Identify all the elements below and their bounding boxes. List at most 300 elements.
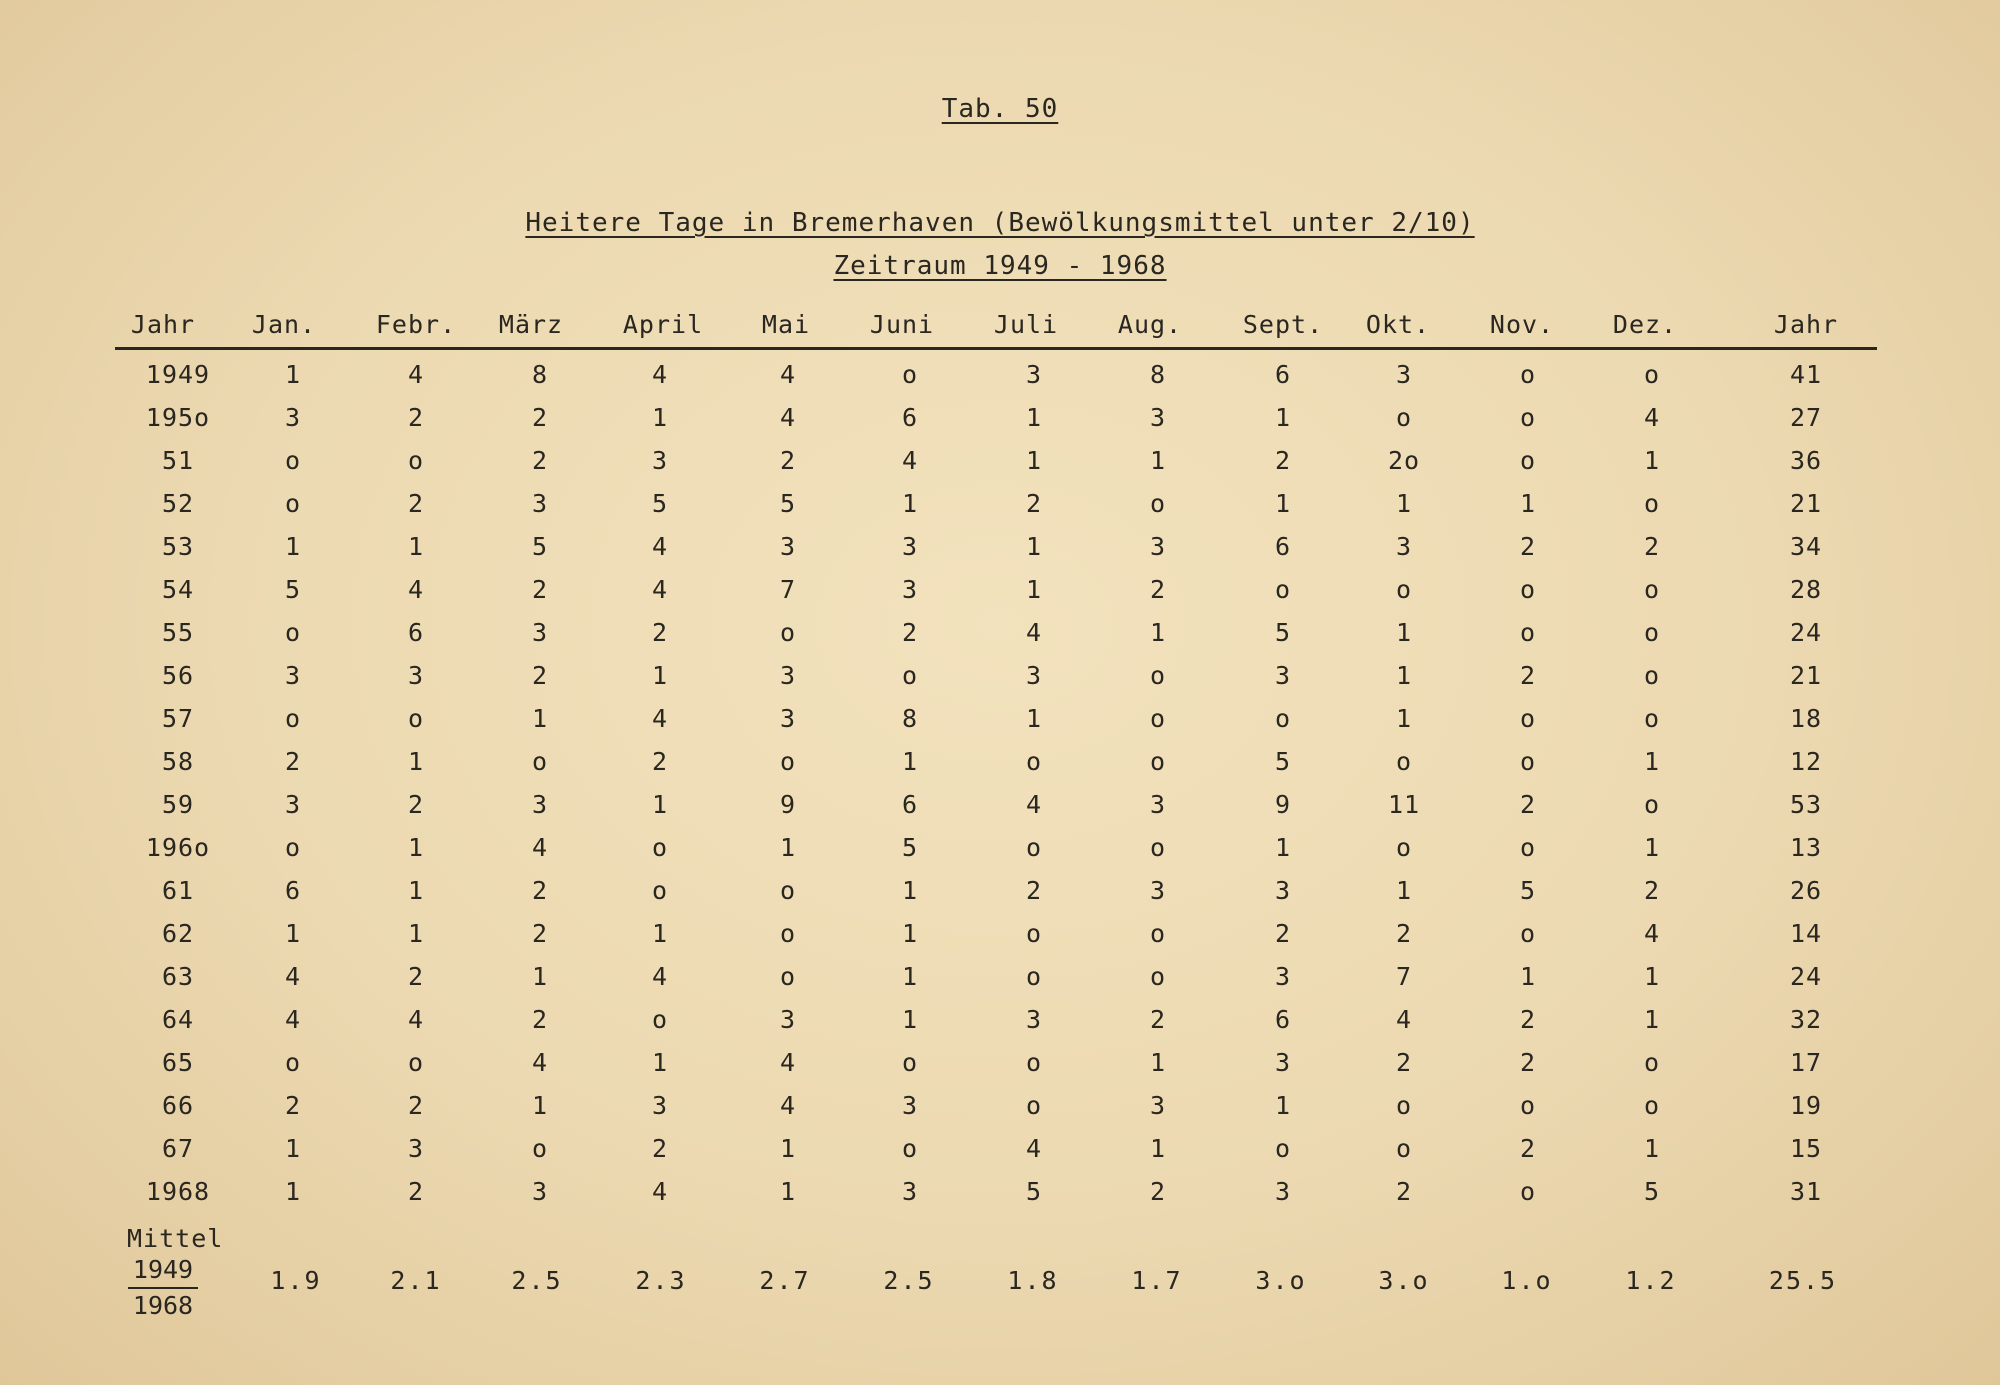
table-cell: 1 [531, 1091, 549, 1120]
table-cell: 2 [407, 790, 425, 819]
table-row [0, 962, 2000, 1002]
table-cell: 1 [1025, 403, 1043, 432]
table-cell: 4 [779, 1048, 797, 1077]
table-cell: o [1519, 919, 1537, 948]
table-cell: o [284, 833, 302, 862]
table-cell: 6 [407, 618, 425, 647]
table-cell: 1 [1274, 403, 1292, 432]
table-cell: o [779, 919, 797, 948]
row-total: 53 [1789, 790, 1823, 819]
mean-value: 1.o [1501, 1266, 1553, 1295]
table-cell: o [1395, 747, 1413, 776]
table-cell: 4 [284, 962, 302, 991]
row-total: 31 [1789, 1177, 1823, 1206]
table-cell: 1 [1025, 704, 1043, 733]
table-cell: o [1643, 575, 1661, 604]
row-total: 12 [1789, 747, 1823, 776]
row-year: 57 [161, 704, 195, 733]
table-row [0, 1177, 2000, 1217]
table-cell: 1 [651, 1048, 669, 1077]
row-year: 54 [161, 575, 195, 604]
table-cell: 1 [651, 919, 669, 948]
table-row [0, 618, 2000, 658]
column-header: Juni [869, 310, 935, 339]
table-cell: o [1149, 704, 1167, 733]
table-cell: 8 [1149, 360, 1167, 389]
table-cell: 2 [1274, 446, 1292, 475]
table-cell: 4 [1395, 1005, 1413, 1034]
table-cell: 3 [1025, 360, 1043, 389]
table-cell: 1 [779, 1177, 797, 1206]
table-cell: 1 [284, 919, 302, 948]
table-cell: 5 [1274, 618, 1292, 647]
table-cell: o [1149, 661, 1167, 690]
table-cell: 2 [407, 403, 425, 432]
row-total: 26 [1789, 876, 1823, 905]
table-cell: 1 [1519, 962, 1537, 991]
row-total: 14 [1789, 919, 1823, 948]
table-cell: 4 [779, 403, 797, 432]
table-cell: 2 [1519, 661, 1537, 690]
table-cell: 4 [651, 962, 669, 991]
row-total: 21 [1789, 661, 1823, 690]
table-cell: o [1395, 1134, 1413, 1163]
table-cell: 6 [901, 790, 919, 819]
table-cell: 3 [1395, 360, 1413, 389]
table-cell: 1 [651, 403, 669, 432]
table-cell: 1 [651, 790, 669, 819]
table-cell: 3 [284, 790, 302, 819]
table-cell: o [284, 489, 302, 518]
table-row [0, 360, 2000, 400]
table-cell: 2 [407, 1177, 425, 1206]
table-row [0, 661, 2000, 701]
column-header: Febr. [375, 310, 457, 339]
table-cell: o [407, 1048, 425, 1077]
table-cell: o [1519, 403, 1537, 432]
table-cell: o [1149, 962, 1167, 991]
table-cell: 1 [901, 919, 919, 948]
table-cell: 1 [779, 1134, 797, 1163]
column-header: Jahr [1773, 310, 1839, 339]
table-cell: 1 [1274, 833, 1292, 862]
column-header: März [498, 310, 564, 339]
table-cell: 3 [1025, 1005, 1043, 1034]
table-cell: 2 [531, 661, 549, 690]
row-year: 63 [161, 962, 195, 991]
table-cell: 1 [1149, 1048, 1167, 1077]
table-cell: o [1149, 747, 1167, 776]
table-cell: o [651, 876, 669, 905]
mean-value: 1.8 [1007, 1266, 1059, 1295]
table-row [0, 704, 2000, 744]
row-total: 15 [1789, 1134, 1823, 1163]
table-cell: 1 [1149, 446, 1167, 475]
row-year: 196o [145, 833, 211, 862]
row-total: 36 [1789, 446, 1823, 475]
table-cell: 1 [1643, 1134, 1661, 1163]
row-total: 28 [1789, 575, 1823, 604]
row-total: 13 [1789, 833, 1823, 862]
table-cell: 1 [407, 919, 425, 948]
table-cell: 2 [531, 876, 549, 905]
table-cell: o [1643, 704, 1661, 733]
mean-period-from: 1949 [128, 1253, 198, 1289]
table-cell: 2 [651, 618, 669, 647]
column-header: Sept. [1242, 310, 1324, 339]
table-cell: o [1149, 833, 1167, 862]
table-cell: o [1025, 747, 1043, 776]
table-cell: 1 [284, 1177, 302, 1206]
table-cell: 4 [1025, 618, 1043, 647]
table-cell: o [779, 618, 797, 647]
table-cell: 4 [779, 1091, 797, 1120]
table-cell: 2 [531, 575, 549, 604]
table-cell: 1 [1149, 1134, 1167, 1163]
table-cell: o [1643, 790, 1661, 819]
row-year: 55 [161, 618, 195, 647]
row-year: 51 [161, 446, 195, 475]
table-cell: o [651, 833, 669, 862]
row-year: 64 [161, 1005, 195, 1034]
table-cell: 2 [1395, 1048, 1413, 1077]
row-total: 32 [1789, 1005, 1823, 1034]
table-row [0, 1134, 2000, 1174]
table-cell: 3 [1395, 532, 1413, 561]
mean-value: 3.o [1255, 1266, 1307, 1295]
column-header: Jahr [130, 310, 196, 339]
table-cell: 2 [779, 446, 797, 475]
table-cell: 2 [1149, 1177, 1167, 1206]
table-cell: 1 [901, 876, 919, 905]
table-cell: 3 [901, 1091, 919, 1120]
table-cell: 4 [531, 1048, 549, 1077]
table-cell: 3 [1274, 1177, 1292, 1206]
table-cell: 1 [901, 962, 919, 991]
table-cell: o [1025, 919, 1043, 948]
table-cell: 2 [651, 747, 669, 776]
table-cell: 1 [531, 704, 549, 733]
table-cell: 4 [1643, 919, 1661, 948]
row-year: 195o [145, 403, 211, 432]
table-cell: o [1643, 1091, 1661, 1120]
table-cell: o [1149, 919, 1167, 948]
table-cell: 3 [1149, 1091, 1167, 1120]
column-header: Nov. [1489, 310, 1555, 339]
table-cell: 2 [1149, 1005, 1167, 1034]
row-year: 58 [161, 747, 195, 776]
table-cell: 2 [901, 618, 919, 647]
table-cell: 6 [1274, 532, 1292, 561]
mean-value: 1.2 [1625, 1266, 1677, 1295]
table-cell: o [1519, 1177, 1537, 1206]
table-cell: 5 [1519, 876, 1537, 905]
mean-row [0, 1266, 2000, 1306]
table-cell: 1 [1395, 618, 1413, 647]
table-cell: 4 [1025, 1134, 1043, 1163]
table-cell: 9 [779, 790, 797, 819]
mean-value: 2.3 [635, 1266, 687, 1295]
row-total: 17 [1789, 1048, 1823, 1077]
table-cell: 1 [1395, 661, 1413, 690]
table-cell: o [284, 446, 302, 475]
table-cell: 3 [901, 532, 919, 561]
row-year: 67 [161, 1134, 195, 1163]
mean-label: Mittel [127, 1224, 224, 1253]
row-total: 24 [1789, 962, 1823, 991]
mean-value: 3.o [1378, 1266, 1430, 1295]
table-cell: o [779, 962, 797, 991]
table-cell: 5 [1274, 747, 1292, 776]
table-cell: 2 [1395, 1177, 1413, 1206]
table-cell: 2 [1519, 1134, 1537, 1163]
table-cell: 8 [901, 704, 919, 733]
table-cell: 2 [407, 962, 425, 991]
column-header: Dez. [1612, 310, 1678, 339]
table-cell: 1 [1274, 1091, 1292, 1120]
table-cell: 2 [1519, 1005, 1537, 1034]
table-cell: o [1519, 360, 1537, 389]
table-cell: 2 [1274, 919, 1292, 948]
table-cell: o [531, 1134, 549, 1163]
column-header: Aug. [1117, 310, 1183, 339]
table-cell: 5 [1025, 1177, 1043, 1206]
row-year: 65 [161, 1048, 195, 1077]
table-row [0, 876, 2000, 916]
table-cell: 1 [651, 661, 669, 690]
table-row [0, 747, 2000, 787]
table-cell: o [284, 704, 302, 733]
table-cell: o [1519, 704, 1537, 733]
table-cell: 1 [284, 1134, 302, 1163]
table-cell: o [1519, 1091, 1537, 1120]
table-cell: 2 [284, 1091, 302, 1120]
table-cell: 4 [1025, 790, 1043, 819]
table-cell: 11 [1387, 790, 1421, 819]
table-cell: 4 [407, 360, 425, 389]
table-cell: 2 [407, 489, 425, 518]
table-cell: 6 [1274, 1005, 1292, 1034]
row-year: 61 [161, 876, 195, 905]
table-cell: 1 [284, 360, 302, 389]
table-cell: 2 [531, 446, 549, 475]
table-cell: 3 [901, 1177, 919, 1206]
table-subtitle: Zeitraum 1949 - 1968 [833, 251, 1167, 281]
table-cell: o [1274, 704, 1292, 733]
table-cell: 3 [1274, 661, 1292, 690]
table-row [0, 1091, 2000, 1131]
table-row [0, 833, 2000, 873]
table-row [0, 1005, 2000, 1045]
table-cell: 1 [1643, 1005, 1661, 1034]
table-cell: 2 [1519, 790, 1537, 819]
row-total: 21 [1789, 489, 1823, 518]
column-header: April [622, 310, 704, 339]
table-row [0, 532, 2000, 572]
table-cell: o [1643, 661, 1661, 690]
table-cell: o [779, 747, 797, 776]
table-cell: o [1274, 575, 1292, 604]
table-cell: 3 [531, 489, 549, 518]
table-cell: 4 [779, 360, 797, 389]
table-cell: 3 [1149, 532, 1167, 561]
table-cell: 3 [407, 661, 425, 690]
table-cell: 3 [779, 661, 797, 690]
table-cell: 2 [1025, 876, 1043, 905]
table-cell: 1 [284, 532, 302, 561]
table-cell: 7 [779, 575, 797, 604]
table-cell: 4 [407, 1005, 425, 1034]
table-cell: 2 [284, 747, 302, 776]
table-cell: o [901, 661, 919, 690]
table-cell: 3 [1149, 876, 1167, 905]
table-cell: o [1395, 1091, 1413, 1120]
row-total: 41 [1789, 360, 1823, 389]
table-cell: 7 [1395, 962, 1413, 991]
table-cell: 3 [779, 532, 797, 561]
table-cell: 4 [531, 833, 549, 862]
table-cell: o [1643, 360, 1661, 389]
table-cell: 3 [284, 403, 302, 432]
table-cell: o [901, 1048, 919, 1077]
table-cell: 9 [1274, 790, 1292, 819]
table-cell: o [531, 747, 549, 776]
table-cell: 2 [407, 1091, 425, 1120]
table-cell: o [1519, 446, 1537, 475]
table-cell: o [1643, 1048, 1661, 1077]
table-cell: o [1519, 747, 1537, 776]
table-cell: 3 [531, 618, 549, 647]
table-cell: 4 [901, 446, 919, 475]
column-header: Okt. [1365, 310, 1431, 339]
table-cell: 3 [284, 661, 302, 690]
table-cell: o [1519, 575, 1537, 604]
table-cell: 3 [651, 446, 669, 475]
table-cell: o [901, 360, 919, 389]
table-cell: 1 [407, 747, 425, 776]
mean-value: 2.5 [883, 1266, 935, 1295]
table-cell: 3 [1149, 403, 1167, 432]
row-total: 24 [1789, 618, 1823, 647]
table-row [0, 1048, 2000, 1088]
table-cell: 5 [779, 489, 797, 518]
table-cell: 3 [1025, 661, 1043, 690]
table-cell: 2 [1519, 1048, 1537, 1077]
table-cell: 4 [651, 575, 669, 604]
table-cell: 1 [1025, 446, 1043, 475]
row-total: 18 [1789, 704, 1823, 733]
table-cell: o [407, 704, 425, 733]
row-year: 52 [161, 489, 195, 518]
table-number: Tab. 50 [941, 94, 1059, 124]
table-cell: 5 [531, 532, 549, 561]
table-cell: 3 [531, 790, 549, 819]
table-cell: o [1643, 489, 1661, 518]
mean-value: 2.7 [759, 1266, 811, 1295]
table-cell: 1 [1643, 446, 1661, 475]
table-cell: 1 [1643, 833, 1661, 862]
table-cell: o [284, 1048, 302, 1077]
table-cell: 4 [651, 360, 669, 389]
table-cell: 3 [779, 704, 797, 733]
table-title: Heitere Tage in Bremerhaven (Bewölkungsmittel unter 2/10) [525, 208, 1475, 238]
table-cell: 3 [1149, 790, 1167, 819]
table-cell: o [901, 1134, 919, 1163]
row-year: 1949 [145, 360, 211, 389]
table-cell: o [1643, 618, 1661, 647]
table-row [0, 919, 2000, 959]
table-cell: o [407, 446, 425, 475]
mean-value: 2.1 [390, 1266, 442, 1295]
table-cell: o [1274, 1134, 1292, 1163]
table-cell: 2 [1025, 489, 1043, 518]
table-cell: 8 [531, 360, 549, 389]
table-cell: 4 [1643, 403, 1661, 432]
table-cell: 1 [407, 532, 425, 561]
table-cell: 6 [901, 403, 919, 432]
table-cell: 1 [901, 747, 919, 776]
mean-value: 1.7 [1131, 1266, 1183, 1295]
table-cell: o [284, 618, 302, 647]
table-cell: 2 [531, 919, 549, 948]
table-cell: o [651, 1005, 669, 1034]
table-cell: 4 [407, 575, 425, 604]
table-cell: 2 [1395, 919, 1413, 948]
table-cell: 1 [1395, 704, 1413, 733]
table-cell: o [1395, 575, 1413, 604]
mean-value: 2.5 [511, 1266, 563, 1295]
table-cell: o [779, 876, 797, 905]
table-row [0, 489, 2000, 529]
row-total: 27 [1789, 403, 1823, 432]
table-row [0, 403, 2000, 443]
table-cell: 4 [651, 532, 669, 561]
table-cell: 3 [651, 1091, 669, 1120]
row-total: 19 [1789, 1091, 1823, 1120]
table-cell: 6 [1274, 360, 1292, 389]
table-cell: 1 [1395, 876, 1413, 905]
table-cell: 2 [531, 403, 549, 432]
row-year: 1968 [145, 1177, 211, 1206]
table-cell: o [1519, 618, 1537, 647]
row-year: 66 [161, 1091, 195, 1120]
table-row [0, 446, 2000, 486]
row-year: 56 [161, 661, 195, 690]
table-cell: 1 [407, 833, 425, 862]
table-cell: 4 [284, 1005, 302, 1034]
table-cell: 3 [901, 575, 919, 604]
table-cell: 1 [531, 962, 549, 991]
table-cell: 4 [651, 704, 669, 733]
table-cell: o [1025, 1091, 1043, 1120]
table-row [0, 575, 2000, 615]
table-cell: 2o [1387, 446, 1421, 475]
table-cell: 3 [779, 1005, 797, 1034]
table-cell: 2 [1149, 575, 1167, 604]
table-cell: 2 [651, 1134, 669, 1163]
table-cell: 1 [1643, 962, 1661, 991]
table-cell: 1 [1025, 532, 1043, 561]
table-cell: o [1395, 403, 1413, 432]
table-cell: 5 [651, 489, 669, 518]
table-cell: 2 [1643, 876, 1661, 905]
table-cell: 1 [1643, 747, 1661, 776]
row-total: 34 [1789, 532, 1823, 561]
table-cell: 3 [1274, 1048, 1292, 1077]
table-cell: 1 [1519, 489, 1537, 518]
mean-period-to: 1968 [132, 1291, 194, 1320]
table-cell: 1 [1149, 618, 1167, 647]
